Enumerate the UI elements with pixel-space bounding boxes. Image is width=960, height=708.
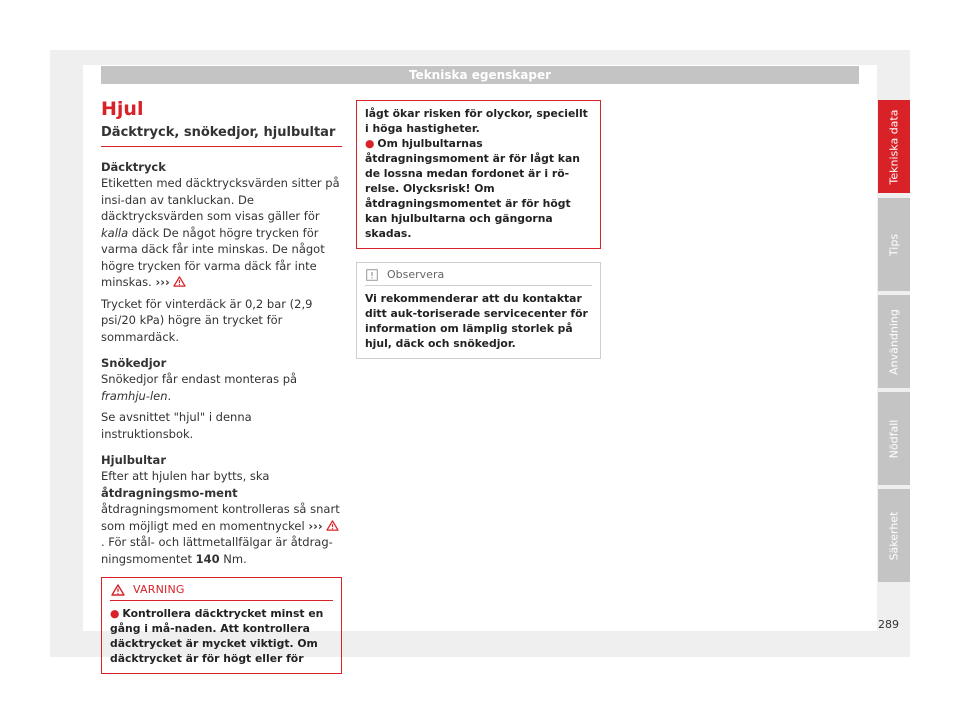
page-number: 289: [878, 618, 899, 631]
dacktryck-block: [101, 159, 342, 345]
note-body: Vi rekommenderar att du kontaktar ditt auk-toriserade servicecenter för information om lämplig storlek på hjul, däck och snökedjor.: [365, 292, 588, 350]
snokedjor-paragraph-1: [101, 371, 342, 404]
warning-body: [102, 601, 341, 673]
hjulbultar-paragraph: [101, 468, 342, 567]
tab-label: Säkerhet: [887, 511, 901, 560]
snokedjor-text-end: .: [167, 388, 172, 403]
warning-label: VARNING: [133, 583, 185, 596]
note-label: Observera: [387, 268, 445, 281]
warning-triangle-icon[interactable]: [326, 520, 339, 531]
warning-bullet-2-row: [365, 136, 592, 241]
torque-value: 140: [195, 551, 220, 566]
warning-box-continued: [356, 100, 601, 249]
snokedjor-block: [101, 355, 342, 442]
emphasis-kalla: kalla: [101, 225, 129, 240]
right-column: [356, 100, 601, 359]
hjulbultar-block: [101, 452, 342, 567]
snokedjor-text: Snökedjor får endast monteras på: [101, 372, 298, 386]
tab-nodfall[interactable]: [878, 392, 910, 485]
snokedjor-heading: Snökedjor: [101, 356, 167, 370]
dacktryck-text: Etiketten med däcktrycksvärden sitter på insi-dan av tankluckan. De däcktrycksvärden som visas gäller för: [101, 176, 340, 223]
dacktryck-paragraph-2: Trycket för vinterdäck är 0,2 bar (2,9 psi/20 kPa) högre än trycket för sommardäck.: [101, 296, 313, 344]
tab-label: Tekniska data: [887, 109, 901, 184]
section-title: Hjul: [101, 98, 144, 120]
tab-label: Tips: [887, 233, 901, 256]
cross-reference-arrows[interactable]: ›››: [155, 275, 170, 289]
tab-anvandning[interactable]: [878, 295, 910, 388]
warning-header: [102, 578, 341, 600]
snokedjor-paragraph-2: Se avsnittet "hjul" i denna instruktionsbok.: [101, 410, 252, 441]
bullet-icon: ●: [365, 137, 375, 150]
warning-box: [101, 577, 342, 674]
hjulbultar-text: Efter att hjulen har bytts, ska: [101, 469, 270, 483]
hjulbultar-heading: Hjulbultar: [101, 453, 166, 467]
hjulbultar-text-end: . För stål- och lättmetallfälgar är åtdrag-ningsmomentet: [101, 535, 333, 566]
note-box: [356, 262, 601, 359]
tab-tekniska-data[interactable]: [878, 100, 910, 193]
warning-bullet-2: Om hjulbultarnas åtdragningsmoment är för lågt kan de lossna medan fordonet är i rö-relse. Olycksrisk! Om åtdragningsmomentet är för högt kan hjulbultarna och gängorna skadas.: [365, 137, 580, 240]
tab-label: Nödfall: [887, 419, 901, 458]
tab-label: Användning: [887, 308, 901, 375]
section-subtitle: Däcktryck, snökedjor, hjulbultar: [101, 125, 342, 147]
warning-triangle-icon: [111, 584, 125, 596]
strong-atdragningsmoment: åtdragningsmo-ment: [101, 485, 238, 500]
warning-bullet-1: Kontrollera däcktrycket minst en gång i må-naden. Att kontrollera däcktrycket är mycket viktigt. Om däcktrycket är för högt eller för: [110, 607, 324, 665]
tab-sakerhet[interactable]: [878, 489, 910, 582]
warning-triangle-icon[interactable]: [173, 276, 186, 287]
tab-tips[interactable]: [878, 198, 910, 291]
dacktryck-heading: Däcktryck: [101, 160, 166, 174]
emphasis-framhjulen: framhju-len: [101, 388, 168, 403]
hjulbultar-text-cont: åtdragningsmoment kontrolleras så snart som möjligt med en momentnyckel: [101, 502, 340, 533]
dacktryck-text-cont: däck De något högre trycken för varma däck får inte minskas. De något högre trycken för varma däck får inte minskas.: [101, 225, 325, 289]
cross-reference-arrows[interactable]: ›››: [308, 518, 323, 533]
warning-body-continued: [357, 101, 600, 248]
bullet-icon: ●: [110, 607, 120, 620]
torque-unit: Nm.: [219, 551, 247, 566]
header-bar: Tekniska egenskaper: [101, 66, 859, 84]
dacktryck-paragraph-1: [101, 175, 342, 291]
warning-bullet-1-continued: lågt ökar risken för olyckor, speciellt i höga hastigheter.: [365, 107, 588, 135]
left-column: [101, 98, 342, 674]
note-info-icon: [366, 269, 378, 281]
note-header: [357, 263, 600, 285]
